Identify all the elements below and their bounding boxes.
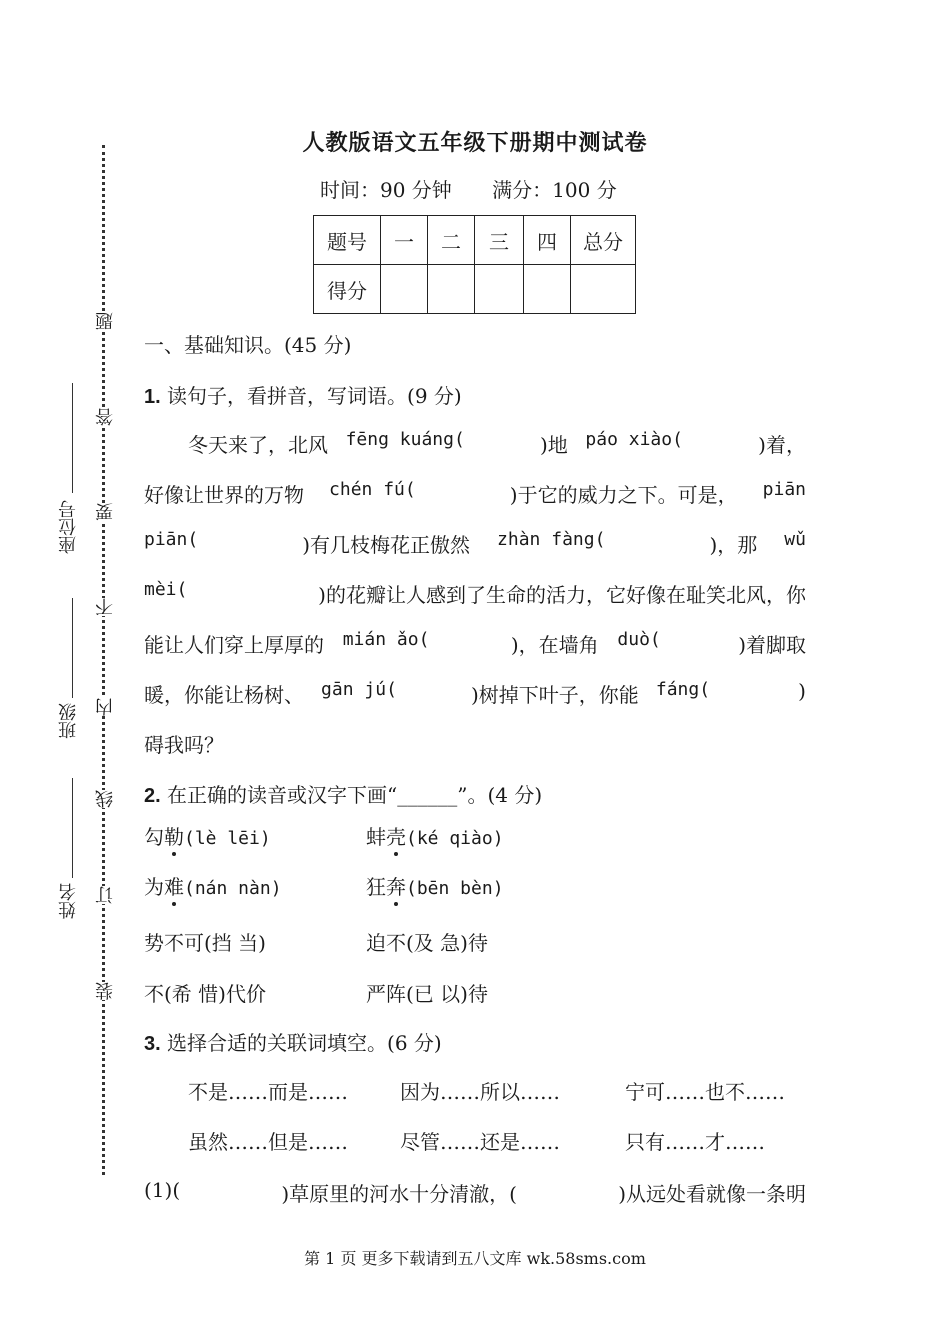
conjunction-option: 只有……才…… — [625, 1130, 765, 1154]
score-table-header-row — [314, 216, 636, 265]
question-number: 2. — [144, 785, 161, 807]
score-header-cell: 三 — [475, 216, 524, 265]
conjunction-option: 宁可……也不…… — [625, 1080, 785, 1104]
score-cell[interactable] — [571, 265, 636, 314]
score-cell[interactable] — [381, 265, 428, 314]
margin-label-ti: 题 — [93, 312, 119, 330]
margin-label-ding: 订 — [93, 886, 119, 904]
score-header-cell: 四 — [524, 216, 571, 265]
page-footer: 第 1 页 更多下载请到五八文库 wk.58sms.com — [304, 1249, 646, 1268]
answer-blank[interactable] — [632, 529, 682, 558]
score-cell[interactable] — [524, 265, 571, 314]
question-1-heading — [144, 380, 462, 409]
time-limit: 时间：90 分钟 — [320, 178, 452, 202]
answer-blank[interactable] — [414, 679, 454, 708]
q1-line-1: 冬天来了，北风 fēng kuáng( )地 páo xiào( )着， — [188, 429, 806, 457]
margin-label-zhuang: 装 — [93, 982, 119, 1000]
margin-label-nei: 内 — [93, 698, 119, 716]
conjunction-option: 虽然……但是…… — [188, 1130, 348, 1154]
q2-item-weinan[interactable]: 为难(nán nàn) — [144, 871, 282, 900]
answer-blank[interactable] — [543, 1178, 593, 1207]
score-table-score-row — [314, 265, 636, 314]
answer-blank[interactable] — [482, 429, 522, 458]
seat-blank-line — [72, 383, 73, 493]
answer-blank[interactable] — [230, 579, 276, 608]
score-cell[interactable] — [428, 265, 475, 314]
answer-blank[interactable] — [441, 479, 485, 508]
answer-blank[interactable] — [448, 629, 492, 658]
q2-item-gouli[interactable]: 勾勒(lè lēi) — [144, 821, 271, 850]
class-label: 班级 — [58, 703, 79, 739]
q1-line-4: mèi( )的花瓣让人感到了生命的活力，它好像在耻笑北风，你 — [144, 579, 806, 607]
question-text: 读句子，看拼音，写词语。(9 分) — [167, 384, 462, 408]
answer-blank[interactable] — [225, 529, 275, 558]
score-header-cell: 二 — [428, 216, 475, 265]
conjunction-option: 因为……所以…… — [400, 1080, 560, 1104]
question-3-heading — [144, 1027, 442, 1056]
name-blank-line — [72, 778, 73, 878]
question-number: 3. — [144, 1033, 161, 1055]
answer-blank[interactable] — [206, 1178, 256, 1207]
q1-line-7: 碍我吗？ — [144, 733, 224, 757]
conjunction-option: 不是……而是…… — [188, 1080, 348, 1104]
exam-meta — [320, 174, 651, 203]
question-2-heading — [144, 779, 542, 808]
answer-blank[interactable] — [679, 629, 719, 658]
class-blank-line — [72, 598, 73, 698]
conjunction-option: 尽管……还是…… — [400, 1130, 560, 1154]
name-label: 姓名 — [58, 883, 79, 919]
q2-item-bangke[interactable]: 蚌壳(ké qiào) — [366, 821, 504, 850]
page-title: 人教版语文五年级下册期中测试卷 — [302, 130, 648, 156]
q2-item-shibukedang[interactable]: 势不可(挡 当) — [144, 931, 266, 955]
score-row-label: 得分 — [314, 265, 381, 314]
q2-item-yanzhenyidai[interactable]: 严阵(已 以)待 — [366, 982, 488, 1006]
margin-label-xian: 线 — [93, 790, 119, 808]
q2-item-kuangben[interactable]: 狂奔(bēn bèn) — [366, 871, 504, 900]
score-table — [313, 215, 636, 314]
full-score: 满分：100 分 — [492, 178, 617, 202]
question-text: 在正确的读音或汉字下画“______”。(4 分) — [167, 783, 543, 807]
q2-item-buxidaijia[interactable]: 不(希 惜)代价 — [144, 982, 266, 1006]
margin-label-bu: 不 — [93, 598, 119, 616]
question-text: 选择合适的关联词填空。(6 分) — [167, 1031, 442, 1055]
q1-line-6: 暖，你能让杨树、 gān jú( )树掉下叶子，你能 fáng( ) — [144, 679, 806, 707]
score-header-cell: 总分 — [571, 216, 636, 265]
q3-sentence-1: (1)( )草原里的河水十分清澈，( )从远处看就像一条明 — [144, 1178, 806, 1206]
section-1-title: 一、基础知识。(45 分) — [144, 333, 352, 357]
margin-label-yao: 要 — [93, 503, 119, 521]
binding-dotted-line — [102, 145, 105, 1175]
score-header-cell: 一 — [381, 216, 428, 265]
q2-item-pobujidai[interactable]: 迫不(及 急)待 — [366, 931, 488, 955]
q1-line-3: piān( )有几枝梅花正傲然 zhàn fàng( )，那 wǔ — [144, 529, 806, 557]
q1-line-5: 能让人们穿上厚厚的 mián ǎo( )，在墙角 duò( )着脚取 — [144, 629, 806, 657]
score-cell[interactable] — [475, 265, 524, 314]
answer-blank[interactable] — [727, 679, 781, 708]
question-number: 1. — [144, 386, 161, 408]
margin-label-da: 答 — [93, 408, 119, 426]
q1-line-2: 好像让世界的万物 chén fú( )于它的威力之下。可是， piān — [144, 479, 806, 507]
score-header-cell: 题号 — [314, 216, 381, 265]
seat-label: 座位号 — [58, 500, 79, 554]
answer-blank[interactable] — [701, 429, 741, 458]
